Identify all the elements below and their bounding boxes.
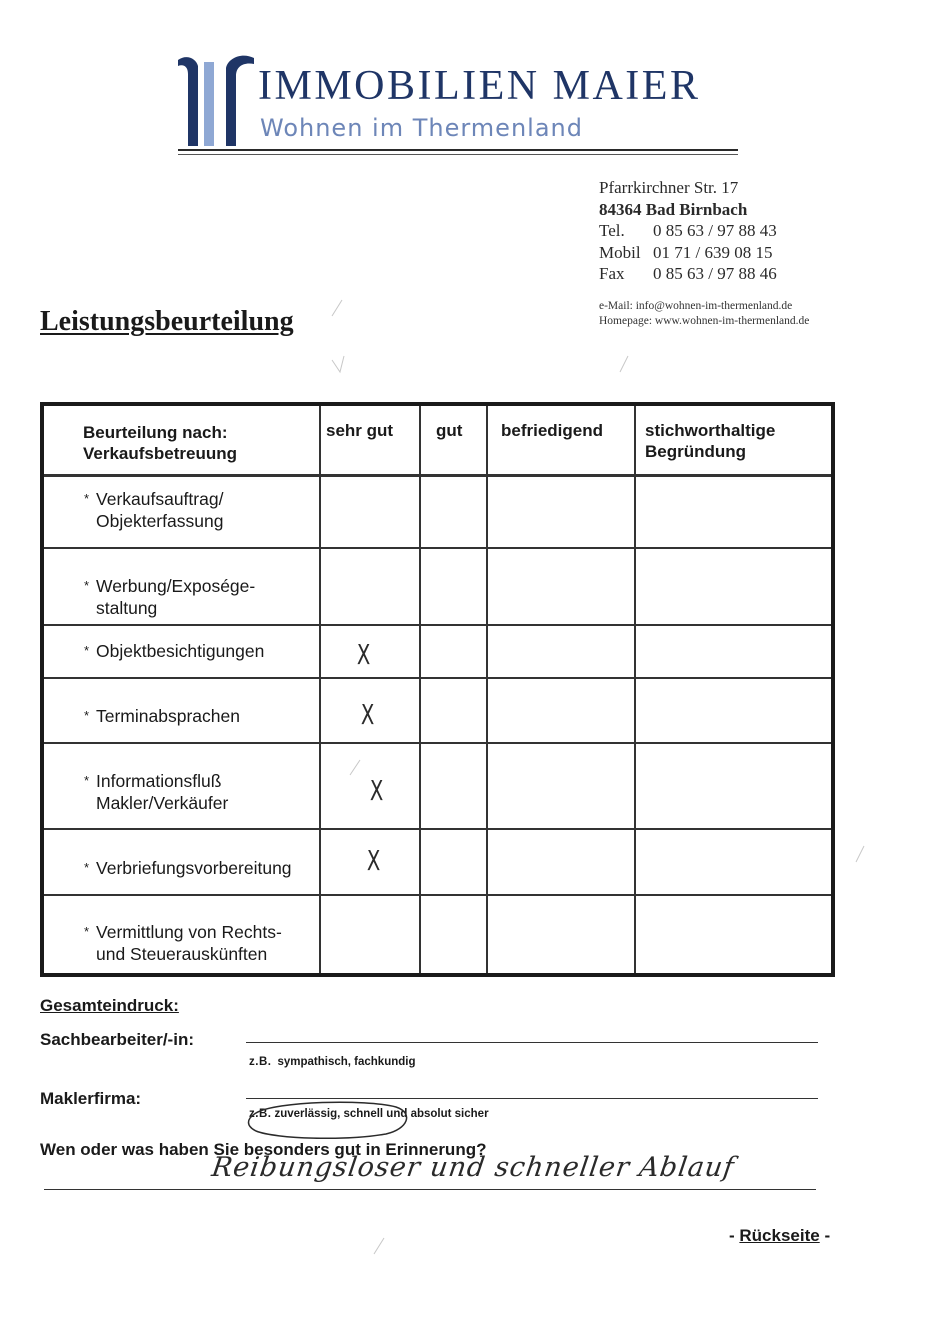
document-title: Leistungsbeurteilung xyxy=(40,306,294,337)
table-row-divider xyxy=(44,828,831,830)
criterion-row-6: * Verbriefungsvorbereitung xyxy=(84,858,292,878)
table-row-divider xyxy=(44,547,831,549)
company-address xyxy=(599,177,777,285)
memorable-question: Wen oder was haben Sie besonders gut in Erinnerung? xyxy=(40,1140,487,1159)
table-row-divider xyxy=(44,624,831,626)
address-street: Pfarrkirchner Str. 17 xyxy=(599,178,739,197)
criterion-row-5: * Informationsfluß Makler/Verkäufer xyxy=(84,771,229,813)
agent-answer-line[interactable] xyxy=(246,1042,818,1043)
rating-table xyxy=(40,402,835,977)
criterion-row-7: * Vermittlung von Rechts- und Steuerauskünften xyxy=(84,922,282,964)
agent-label: Sachbearbeiter/-in: xyxy=(40,1030,194,1049)
header-befriedigend: befriedigend xyxy=(501,421,604,440)
handwritten-answer: Reibungsloser und schneller Ablauf xyxy=(209,1152,737,1183)
firm-label: Maklerfirma: xyxy=(40,1089,142,1108)
table-divider xyxy=(486,406,488,973)
header-begruendung: stichworthaltige Begründung xyxy=(645,421,776,461)
rating-mark-row-3: X xyxy=(356,638,371,671)
company-web-contact xyxy=(599,299,809,329)
back-page-note: - Rückseite - xyxy=(729,1226,831,1245)
question-answer-line[interactable] xyxy=(44,1189,816,1190)
table-row-divider xyxy=(44,894,831,896)
company-logo-mark xyxy=(176,52,256,148)
criterion-row-1: * Verkaufsauftrag/ Objekterfassung xyxy=(84,489,224,531)
rating-mark-row-5: X xyxy=(369,774,384,807)
table-header-divider xyxy=(44,474,831,477)
rating-mark-row-4: X xyxy=(360,698,375,731)
table-divider xyxy=(634,406,636,973)
company-tagline: Wohnen im Thermenland xyxy=(260,114,583,142)
address-mobile: Mobil 01 71 / 639 08 15 xyxy=(599,242,773,262)
header-criterion: Beurteilung nach: Verkaufsbetreuung xyxy=(83,423,237,463)
address-fax: Fax 0 85 63 / 97 88 46 xyxy=(599,264,777,283)
header-gut: gut xyxy=(436,421,463,440)
firm-hint: z.B. zuverlässig, schnell und absolut sicher xyxy=(249,1108,489,1120)
table-divider xyxy=(419,406,421,973)
table-divider xyxy=(319,406,321,973)
criterion-row-4: * Terminabsprachen xyxy=(84,706,240,726)
company-name: IMMOBILIEN MAIER xyxy=(258,63,701,109)
criterion-row-3: * Objektbesichtigungen xyxy=(84,641,265,661)
homepage-address: Homepage: www.wohnen-im-thermenland.de xyxy=(599,315,810,327)
address-city: 84364 Bad Birnbach xyxy=(599,199,748,219)
rating-mark-row-6: X xyxy=(366,844,381,877)
email-address: e-Mail: info@wohnen-im-thermenland.de xyxy=(599,300,793,312)
table-row-divider xyxy=(44,742,831,744)
handwritten-circle-annotation xyxy=(246,1099,412,1139)
table-row-divider xyxy=(44,677,831,679)
address-phone: Tel. 0 85 63 / 97 88 43 xyxy=(599,221,777,240)
header-sehr-gut: sehr gut xyxy=(326,421,394,440)
letterhead-rule xyxy=(178,149,738,151)
criterion-row-2: * Werbung/Exposége- staltung xyxy=(84,576,256,618)
letterhead-rule-thin xyxy=(178,154,738,155)
overall-impression-title: Gesamteindruck: xyxy=(40,996,179,1015)
agent-hint: z.B. sympathisch, fachkundig xyxy=(249,1056,416,1068)
